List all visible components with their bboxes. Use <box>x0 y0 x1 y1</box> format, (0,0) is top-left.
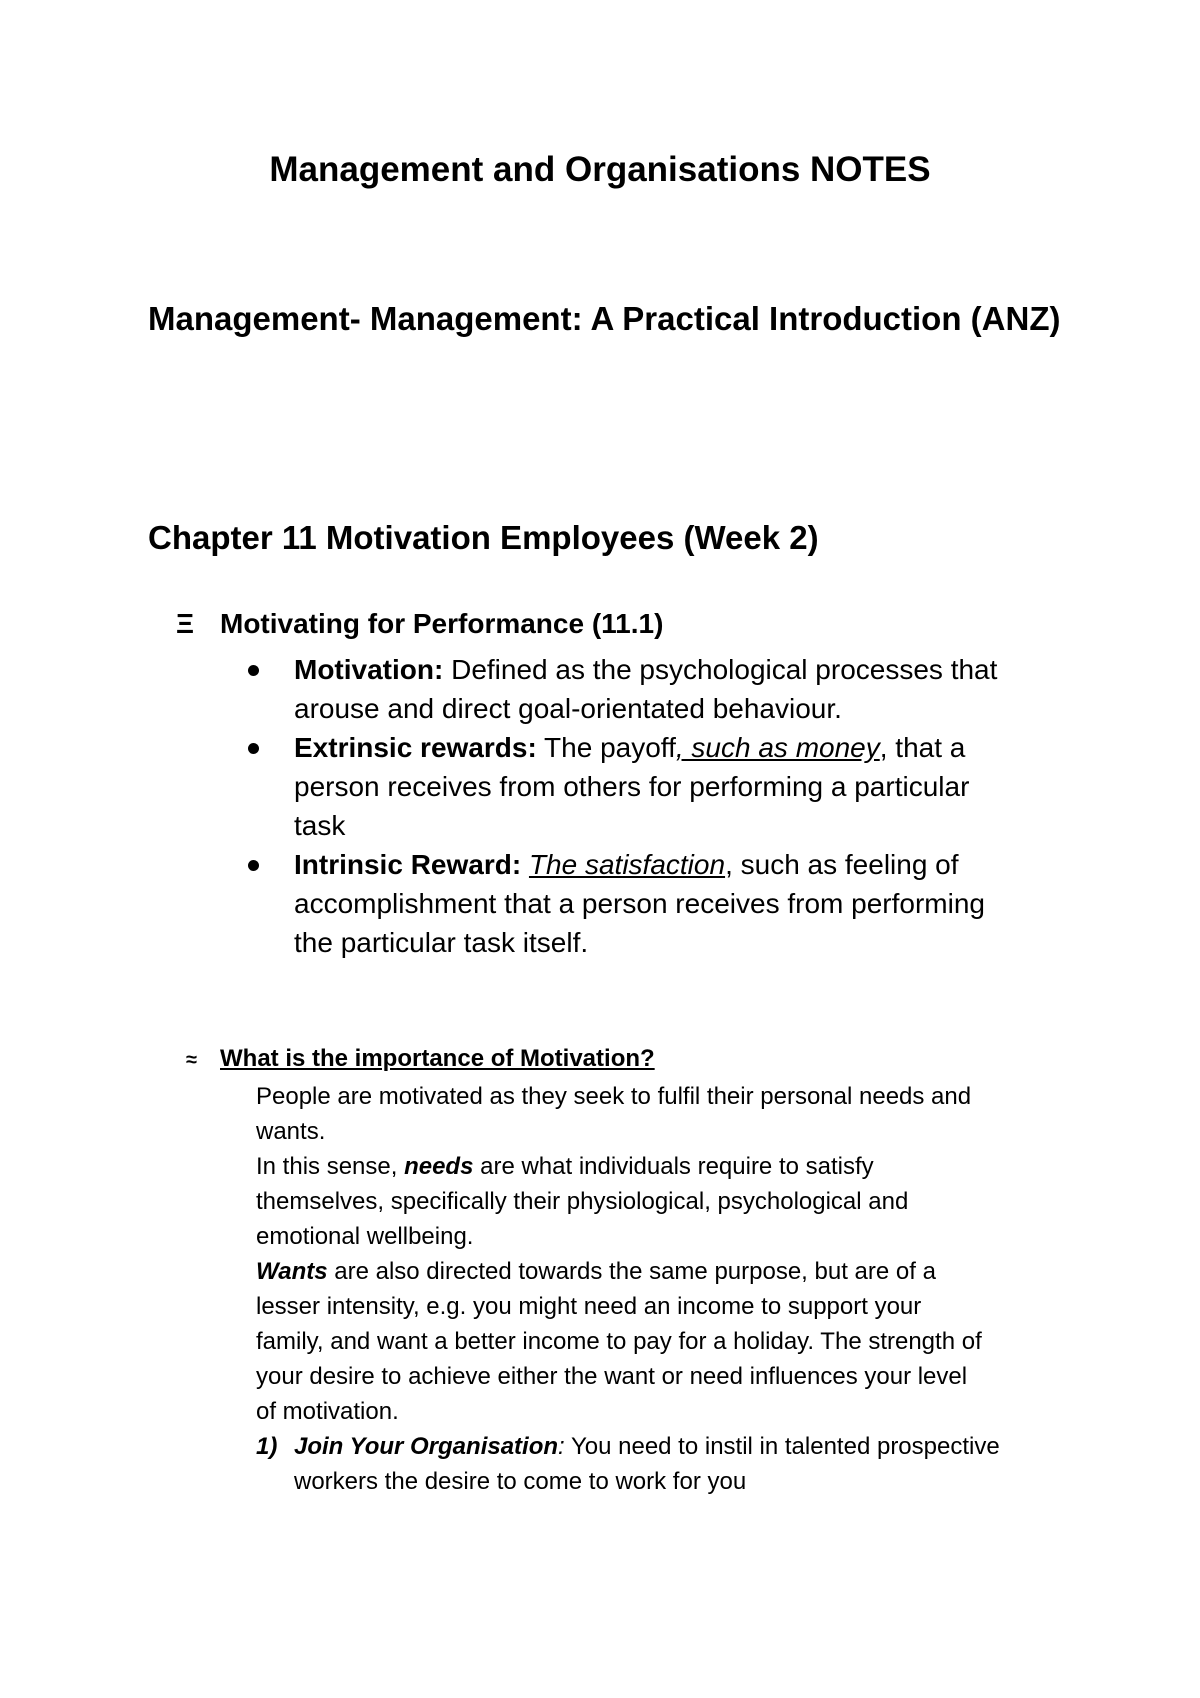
term-label: Extrinsic rewards: <box>294 732 537 763</box>
list-item-line <box>294 845 997 884</box>
term-label: Intrinsic Reward: <box>294 849 522 880</box>
wants-term: Wants <box>256 1258 328 1285</box>
paragraph-line: family, and want a better income to pay for a holiday. The strength of <box>256 1328 982 1355</box>
paragraph-line <box>256 1149 982 1184</box>
definition-text: Defined as the psychological processes that <box>443 654 998 685</box>
spacer-text <box>521 849 529 880</box>
numbered-item-title: Join Your Organisation <box>294 1433 559 1460</box>
approx-bullet-icon: ≈ <box>186 1049 197 1071</box>
definition-text: person receives from others for performing a particular <box>294 771 970 802</box>
numbered-list <box>256 1429 1000 1499</box>
paragraph-text: are what individuals require to satisfy <box>473 1153 874 1180</box>
section-heading-text: Motivating for Performance (11.1) <box>220 608 664 639</box>
section-heading-text: What is the importance of Motivation? <box>220 1045 655 1072</box>
bullet-dot-icon <box>248 665 259 676</box>
definition-text: arouse and direct goal-orientated behaviour. <box>294 693 842 724</box>
numbered-item-line <box>256 1429 1000 1464</box>
underlined-phrase: , such as money <box>675 732 880 763</box>
paragraph-text: You need to instil in talented prospective <box>564 1433 1000 1460</box>
list-item-motivation <box>248 650 997 728</box>
paragraph-line <box>256 1254 982 1289</box>
book-title: Management- Management: A Practical Introduction (ANZ) <box>148 300 1061 337</box>
xi-bullet-icon: Ξ <box>176 608 195 639</box>
document-title: Management and Organisations NOTES <box>269 150 931 189</box>
paragraph-text: are also directed towards the same purpose, but are of a <box>327 1258 936 1285</box>
numbered-item-line: workers the desire to come to work for you <box>294 1468 747 1495</box>
underlined-phrase: The satisfaction <box>528 849 726 880</box>
paragraph-text: In this sense, <box>256 1153 405 1180</box>
definition-list <box>248 650 997 962</box>
definition-text: task <box>294 810 346 841</box>
paragraph-line: of motivation. <box>256 1398 399 1425</box>
term-label: Motivation: <box>294 654 444 685</box>
list-item-line <box>294 728 997 767</box>
paragraph-line: lesser intensity, e.g. you might need an income to support your <box>256 1293 922 1320</box>
definition-text: The payoff <box>536 732 676 763</box>
bullet-dot-icon <box>248 860 259 871</box>
paragraph-line: emotional wellbeing. <box>256 1223 474 1250</box>
section-heading-motivating <box>176 608 663 640</box>
list-item-line <box>294 650 997 689</box>
colon-text: : <box>558 1433 565 1460</box>
list-item-intrinsic-reward <box>248 845 997 962</box>
paragraph-line: People are motivated as they seek to fulfil their personal needs and <box>256 1083 972 1110</box>
paragraph-line: your desire to achieve either the want or need influences your level <box>256 1363 968 1390</box>
definition-text: , such as feeling of <box>725 849 959 880</box>
paragraph-line: wants. <box>256 1118 326 1145</box>
chapter-title: Chapter 11 Motivation Employees (Week 2) <box>148 519 819 556</box>
definition-text: accomplishment that a person receives from performing <box>294 888 985 919</box>
bullet-dot-icon <box>248 743 259 754</box>
paragraph-line: themselves, specifically their physiological, psychological and <box>256 1188 909 1215</box>
definition-text: , that a <box>879 732 966 763</box>
item-number: 1) <box>256 1433 278 1460</box>
list-item-extrinsic-rewards <box>248 728 997 845</box>
section-heading-importance <box>186 1045 655 1073</box>
importance-paragraphs <box>256 1079 982 1429</box>
needs-term: needs <box>404 1153 474 1180</box>
definition-text: the particular task itself. <box>294 927 589 958</box>
